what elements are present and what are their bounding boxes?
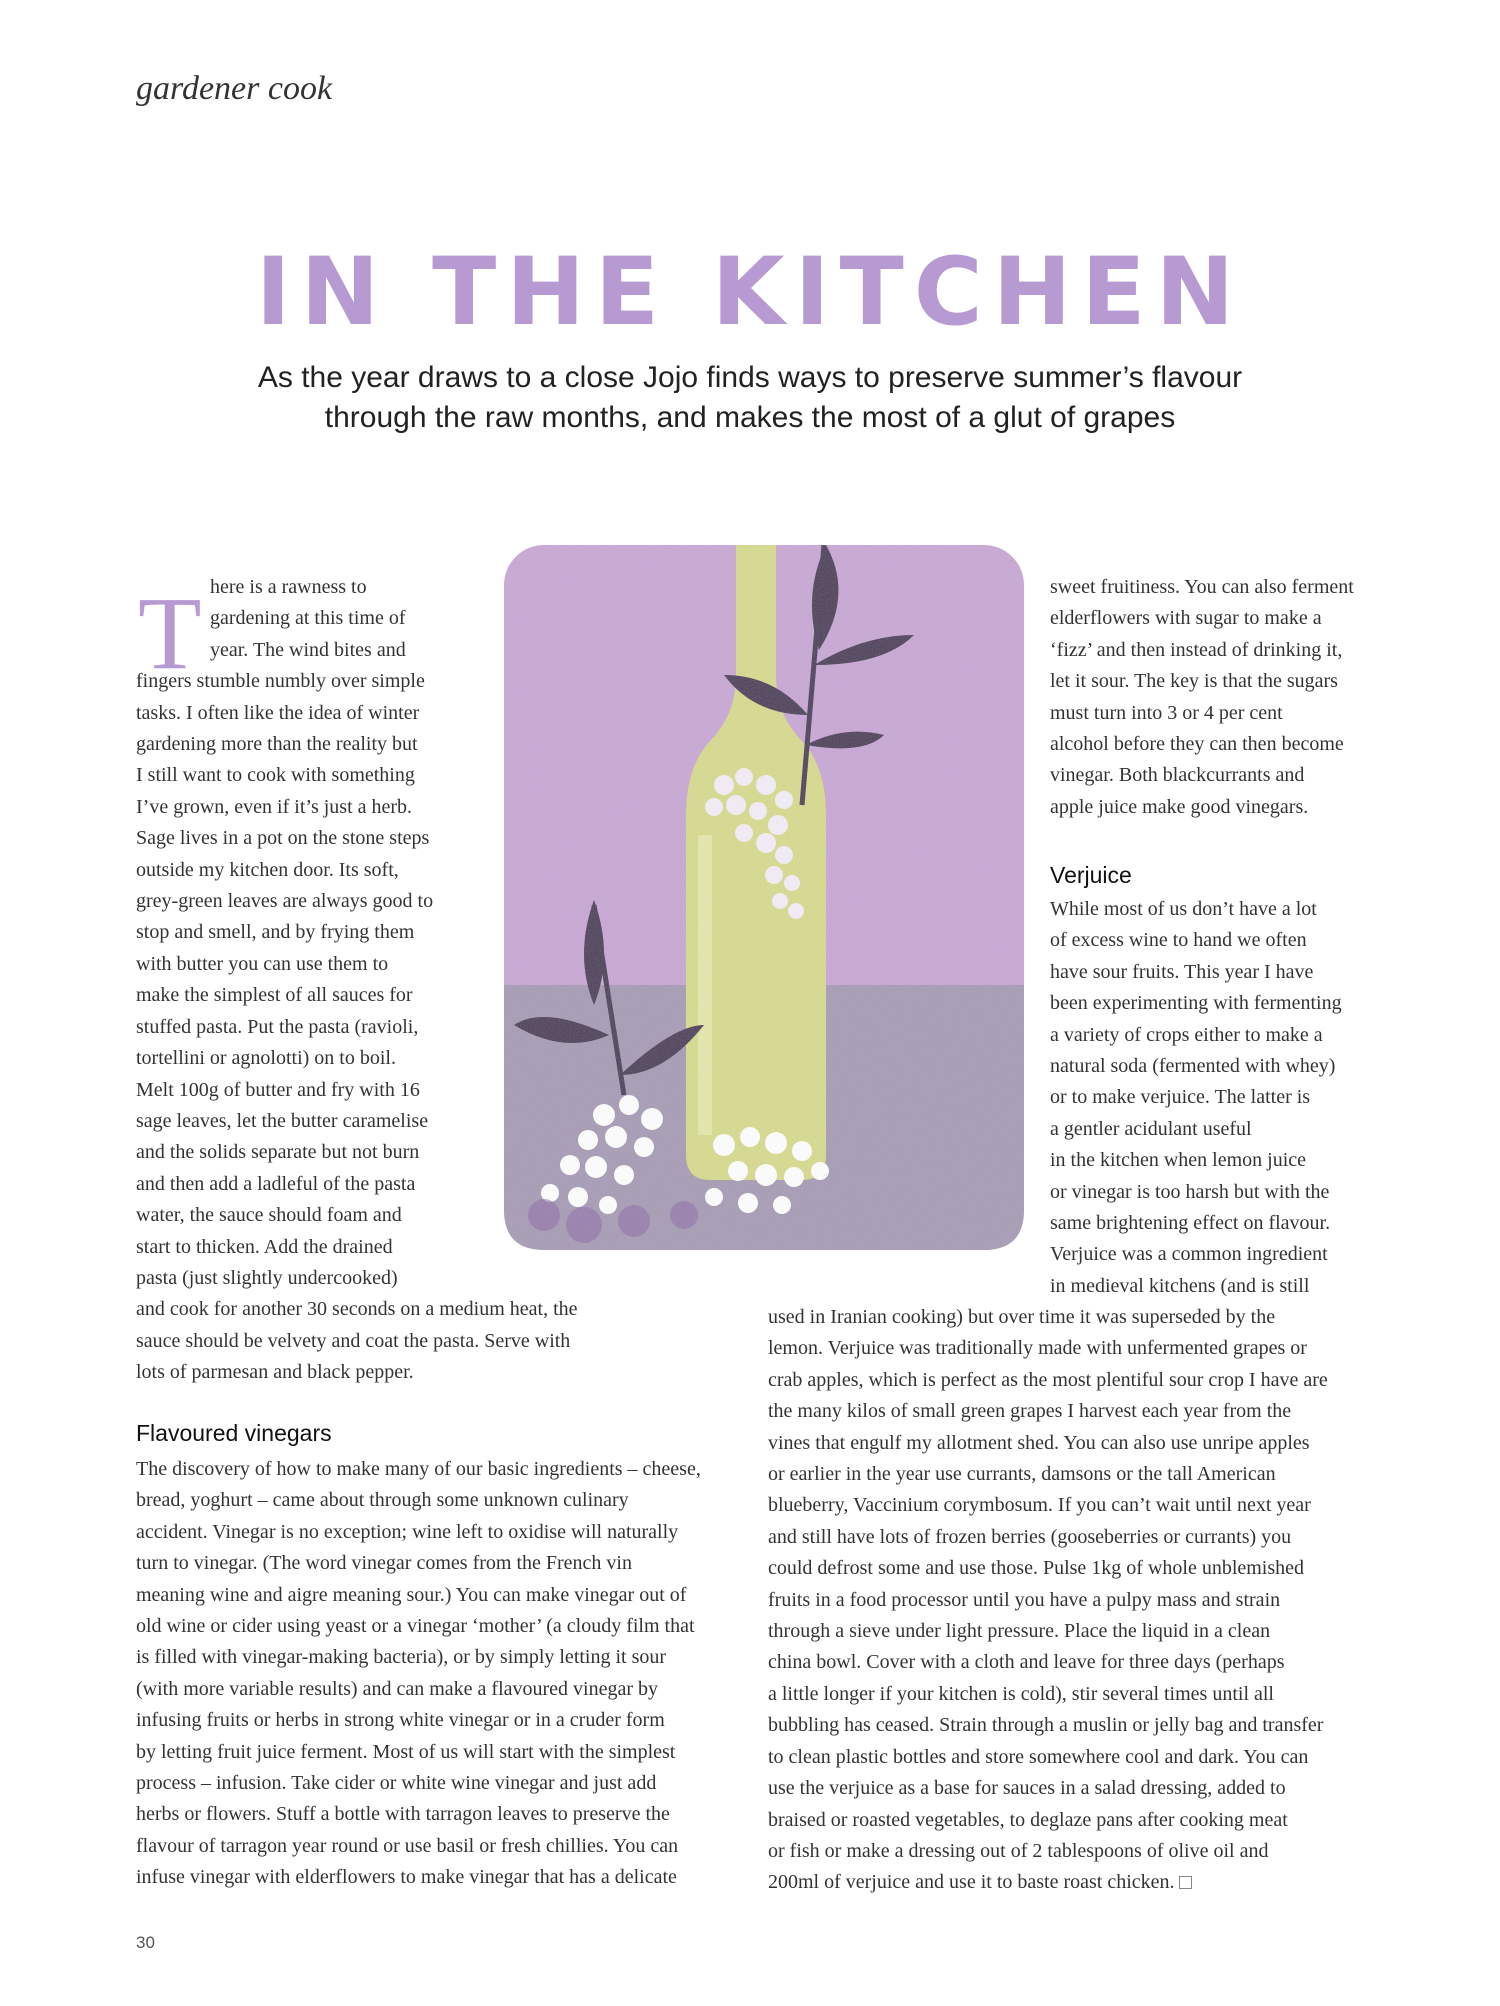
text-line: used in Iranian cooking) but over time it was superseded by the xyxy=(768,1306,1276,1328)
text-line: herbs or flowers. Stuff a bottle with tarragon leaves to preserve the xyxy=(136,1803,670,1826)
text-line-final xyxy=(768,1867,1328,1898)
text-line: been experimenting with fermenting xyxy=(1050,992,1342,1015)
heading-flavoured-vinegars: Flavoured vinegars xyxy=(136,1420,332,1446)
text-line: fruits in a food processor until you have a pulpy mass and strain xyxy=(768,1588,1281,1611)
text-line: vinegar. Both blackcurrants and xyxy=(1050,764,1305,787)
section-label: gardener cook xyxy=(136,70,333,107)
text-line: or earlier in the year use currants, damsons or the tall American xyxy=(768,1463,1276,1486)
text-line: and then add a ladleful of the pasta xyxy=(136,1172,416,1195)
text-line: and still have lots of frozen berries (gooseberries or currants) you xyxy=(768,1525,1292,1548)
text-line: stuffed pasta. Put the pasta (ravioli, xyxy=(136,1015,419,1038)
text-line: tortellini or agnolotti) on to boil. xyxy=(136,1047,396,1070)
intro-paragraph xyxy=(136,572,578,1389)
text-line: bread, yoghurt – came about through some unknown culinary xyxy=(136,1489,629,1512)
text-line: or fish or make a dressing out of 2 tablespoons of olive oil and xyxy=(768,1839,1269,1862)
text-line: let it sour. The key is that the sugars xyxy=(1050,670,1338,693)
text-line: crab apples, which is perfect as the most plentiful sour crop I have are xyxy=(768,1368,1328,1391)
text-line: elderflowers with sugar to make a xyxy=(1050,607,1322,630)
text-line: ‘fizz’ and then instead of drinking it, xyxy=(1050,638,1343,661)
text-line: use the verjuice as a base for sauces in a salad dressing, added to xyxy=(768,1777,1286,1800)
text-line: china bowl. Cover with a cloth and leave for three days (perhaps xyxy=(768,1651,1285,1674)
text-line: apple juice make good vinegars. xyxy=(1050,795,1309,818)
text-line: braised or roasted vegetables, to deglaze pans after cooking meat xyxy=(768,1808,1288,1831)
text-line: must turn into 3 or 4 per cent xyxy=(1050,701,1283,724)
text-line: While most of us don’t have a lot xyxy=(1050,898,1317,920)
text-line: Sage lives in a pot on the stone steps xyxy=(136,827,430,850)
text-line: lots of parmesan and black pepper. xyxy=(136,1361,414,1384)
text-line: infusing fruits or herbs in strong white vinegar or in a cruder form xyxy=(136,1709,665,1732)
text-line: sweet fruitiness. You can also ferment xyxy=(1050,576,1354,598)
drop-cap: T xyxy=(138,576,202,691)
verjuice-paragraph-wide xyxy=(768,1302,1328,1899)
standfirst xyxy=(200,358,1300,438)
text-line: accident. Vinegar is no exception; wine left to oxidise will naturally xyxy=(136,1520,679,1543)
text-line: to clean plastic bottles and store somewhere cool and dark. You can xyxy=(768,1745,1309,1768)
text-line: start to thicken. Add the drained xyxy=(136,1235,393,1258)
text-line: or to make verjuice. The latter is xyxy=(1050,1086,1311,1109)
text-line: is filled with vinegar-making bacteria), or by simply letting it sour xyxy=(136,1646,667,1669)
text-line: bubbling has ceased. Strain through a muslin or jelly bag and transfer xyxy=(768,1714,1324,1737)
text-line: process – infusion. Take cider or white wine vinegar and just add xyxy=(136,1772,657,1795)
verjuice-paragraph-narrow xyxy=(1050,894,1342,1302)
text-line: in medieval kitchens (and is still xyxy=(1050,1274,1310,1297)
text-line: year. The wind bites and xyxy=(210,638,406,661)
text-line: I’ve grown, even if it’s just a herb. xyxy=(136,795,413,818)
text-line: meaning wine and aigre meaning sour.) You can make vinegar out of xyxy=(136,1583,687,1606)
text-line: 200ml of verjuice and use it to baste roast chicken. xyxy=(768,1871,1175,1894)
text-line: make the simplest of all sauces for xyxy=(136,984,413,1007)
text-line: alcohol before they can then become xyxy=(1050,733,1344,756)
text-line: a gentler acidulant useful xyxy=(1050,1117,1252,1140)
text-line: infuse vinegar with elderflowers to make vinegar that has a delicate xyxy=(136,1866,677,1889)
bottle-highlight xyxy=(698,835,712,1135)
text-line: grey-green leaves are always good to xyxy=(136,890,434,913)
text-line: The discovery of how to make many of our basic ingredients – cheese, xyxy=(136,1458,701,1480)
text-line: and cook for another 30 seconds on a medium heat, the xyxy=(136,1298,578,1321)
text-line: blueberry, Vaccinium corymbosum. If you can’t wait until next year xyxy=(768,1494,1311,1517)
text-line: with butter you can use them to xyxy=(136,952,389,975)
text-line: outside my kitchen door. Its soft, xyxy=(136,858,399,881)
text-line: flavour of tarragon year round or use basil or fresh chillies. You can xyxy=(136,1834,679,1857)
end-of-article-icon xyxy=(1179,1876,1192,1889)
vinegars-continued xyxy=(1050,572,1354,823)
text-line: water, the sauce should foam and xyxy=(136,1204,402,1227)
text-line: the many kilos of small green grapes I harvest each year from the xyxy=(768,1400,1292,1423)
text-line: and the solids separate but not burn xyxy=(136,1141,420,1164)
text-line: by letting fruit juice ferment. Most of us will start with the simplest xyxy=(136,1740,676,1763)
text-line: have sour fruits. This year I have xyxy=(1050,960,1314,983)
text-line: pasta (just slightly undercooked) xyxy=(136,1266,398,1289)
standfirst-line: through the raw months, and makes the most of a glut of grapes xyxy=(324,401,1176,434)
text-line: gardening at this time of xyxy=(210,607,406,630)
heading-verjuice: Verjuice xyxy=(1050,862,1132,888)
text-line: tasks. I often like the idea of winter xyxy=(136,701,420,724)
text-line: Melt 100g of butter and fry with 16 xyxy=(136,1078,420,1101)
text-line: I still want to cook with something xyxy=(136,764,415,787)
text-line: a variety of crops either to make a xyxy=(1050,1023,1323,1046)
standfirst-line: As the year draws to a close Jojo finds ways to preserve summer’s flavour xyxy=(257,361,1243,394)
text-line: a little longer if your kitchen is cold), stir several times until all xyxy=(768,1682,1274,1705)
text-line: of excess wine to hand we often xyxy=(1050,929,1307,952)
text-line: sage leaves, let the butter caramelise xyxy=(136,1109,429,1132)
text-line: or vinegar is too harsh but with the xyxy=(1050,1180,1330,1203)
text-line: turn to vinegar. (The word vinegar comes from the French vin xyxy=(136,1552,632,1575)
text-line: stop and smell, and by frying them xyxy=(136,921,415,944)
text-line: vines that engulf my allotment shed. You can also use unripe apples xyxy=(768,1431,1310,1454)
text-line: same brightening effect on flavour. xyxy=(1050,1212,1331,1235)
vinegars-paragraph xyxy=(136,1454,701,1894)
text-line: fingers stumble numbly over simple xyxy=(136,670,425,693)
page-number: 30 xyxy=(136,1933,155,1952)
text-line: lemon. Verjuice was traditionally made with unfermented grapes or xyxy=(768,1337,1307,1360)
text-line: here is a rawness to xyxy=(210,576,367,598)
text-line: Verjuice was a common ingredient xyxy=(1050,1243,1328,1266)
text-line: in the kitchen when lemon juice xyxy=(1050,1149,1307,1172)
text-line: gardening more than the reality but xyxy=(136,733,418,756)
text-line: (with more variable results) and can make a flavoured vinegar by xyxy=(136,1677,659,1700)
text-line: through a sieve under light pressure. Place the liquid in a clean xyxy=(768,1620,1271,1643)
text-line: natural soda (fermented with whey) xyxy=(1050,1055,1336,1078)
text-line: sauce should be velvety and coat the pasta. Serve with xyxy=(136,1329,571,1352)
text-line: old wine or cider using yeast or a vinegar ‘mother’ (a cloudy film that xyxy=(136,1615,695,1638)
text-line: could defrost some and use those. Pulse 1kg of whole unblemished xyxy=(768,1557,1305,1580)
page-title: IN THE KITCHEN xyxy=(255,238,1245,347)
